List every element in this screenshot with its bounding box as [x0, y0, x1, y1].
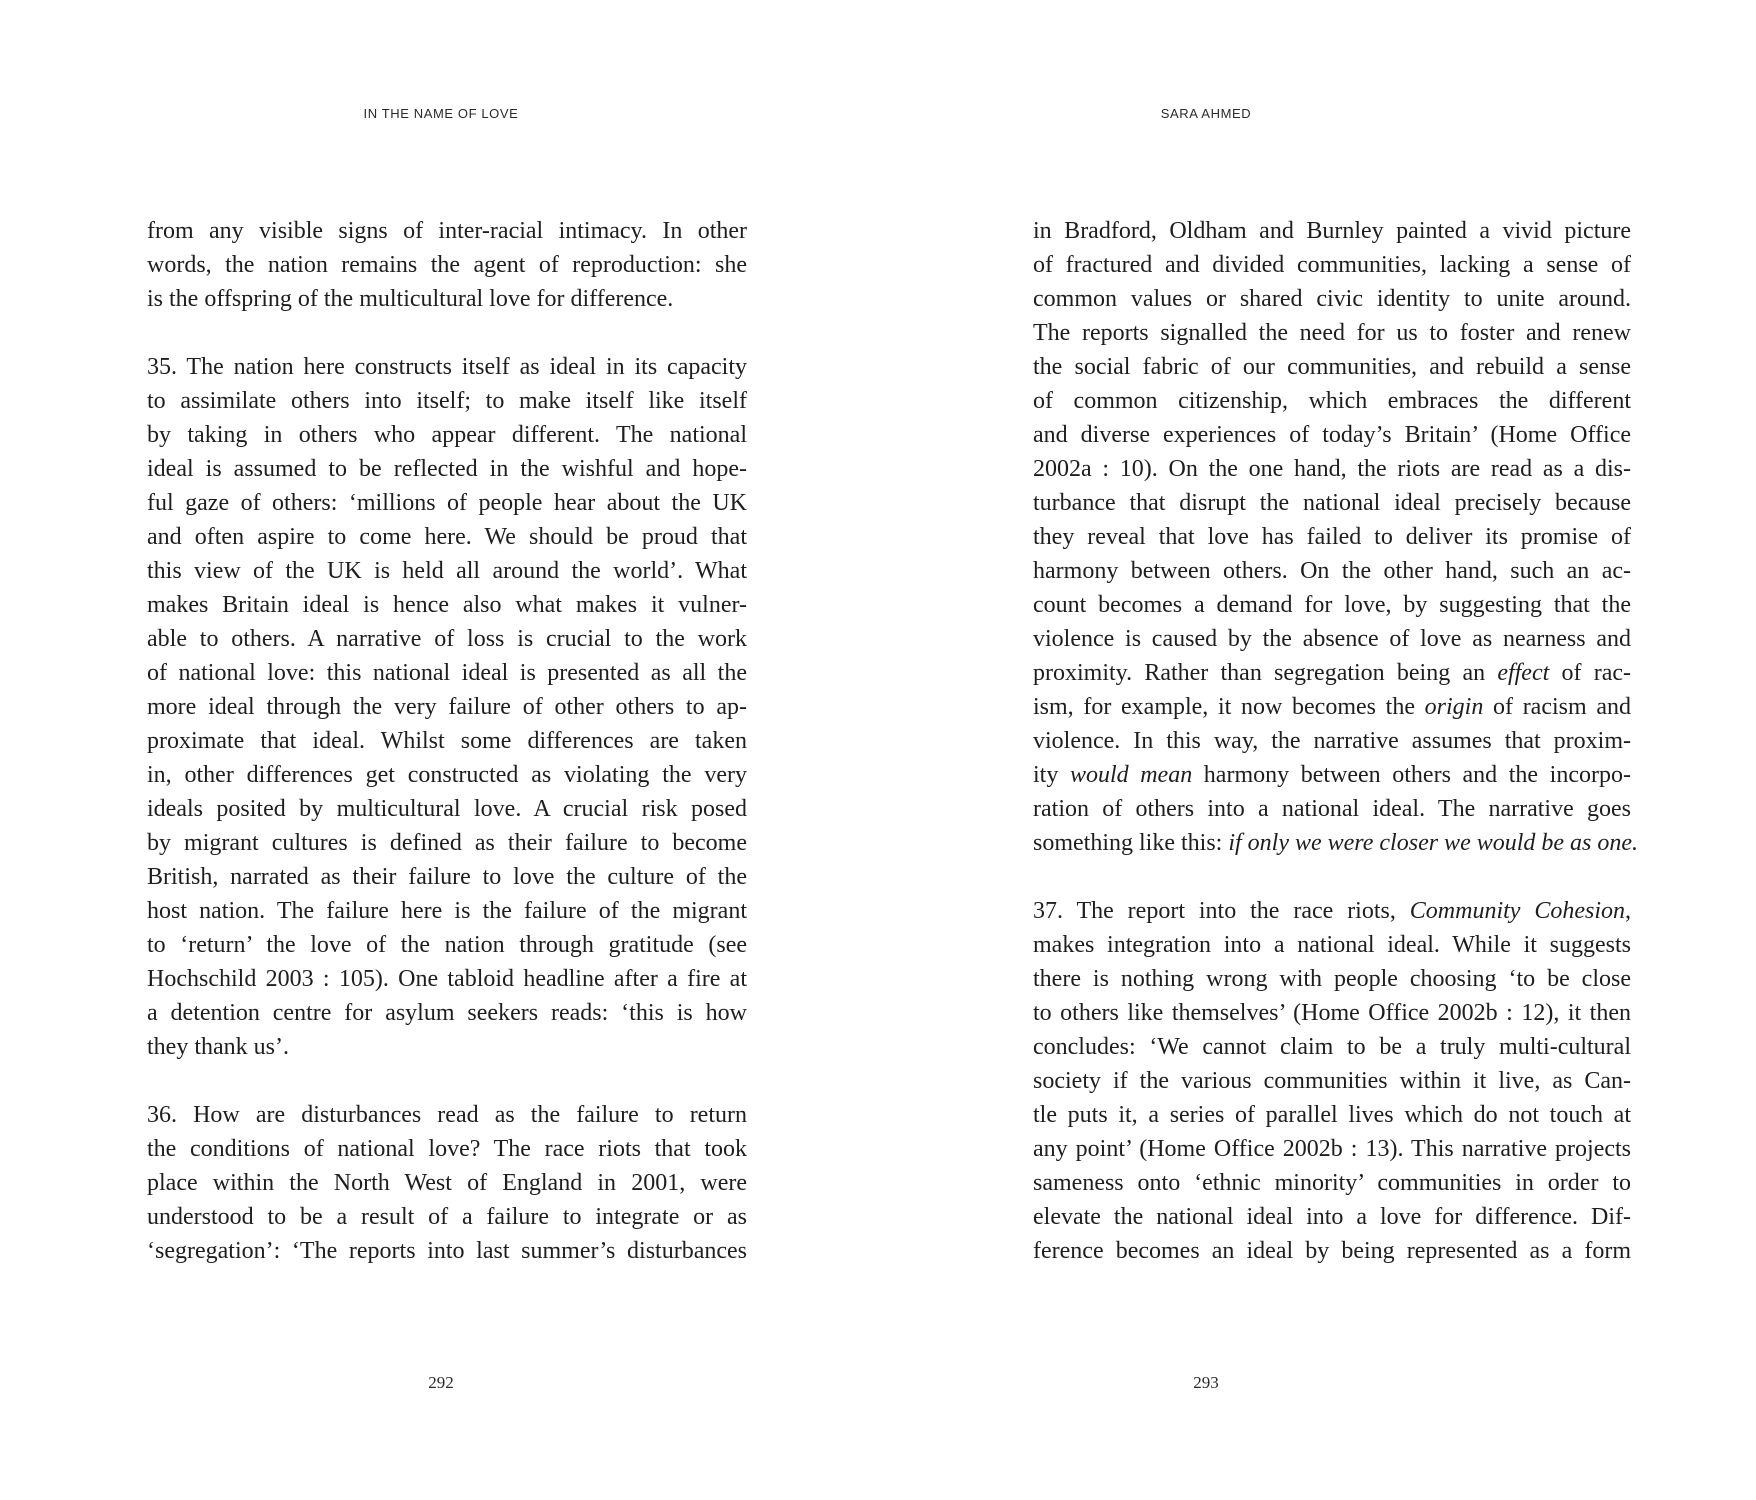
text-line: is the offspring of the multicultural love for difference.: [147, 286, 674, 312]
text-line: 35. The nation here constructs itself as ideal in its capacity: [147, 354, 747, 380]
text-line: they thank us’.: [147, 1034, 289, 1060]
text-line: understood to be a result of a failure to integrate or as: [147, 1204, 747, 1230]
italic-phrase: would mean: [1069, 762, 1193, 788]
text-line: 2002a : 10). On the one hand, the riots are read as a dis-: [1033, 456, 1631, 482]
paragraph-gap: [147, 316, 747, 350]
text-line: 36. How are disturbances read as the failure to return: [147, 1102, 747, 1128]
text-line: violence is caused by the absence of love as nearness and: [1033, 626, 1631, 652]
text-line: more ideal through the very failure of other others to ap-: [147, 694, 747, 720]
text-line-with-italic: ism, for example, it now becomes the origin of racism and: [1033, 694, 1631, 720]
text-line: ideal is assumed to be reflected in the wishful and hope-: [147, 456, 747, 482]
text-line: able to others. A narrative of loss is crucial to the work: [147, 626, 747, 652]
text-line: society if the various communities within it live, as Can-: [1033, 1068, 1631, 1094]
text-line: there is nothing wrong with people choosing ‘to be close: [1033, 966, 1631, 992]
text-line: count becomes a demand for love, by suggesting that the: [1033, 592, 1631, 618]
text-line: ference becomes an ideal by being represented as a form: [1033, 1238, 1631, 1264]
text-line: The reports signalled the need for us to foster and renew: [1033, 320, 1631, 346]
text-line: words, the nation remains the agent of reproduction: she: [147, 252, 747, 278]
text-line: to others like themselves’ (Home Office 2002b : 12), it then: [1033, 1000, 1631, 1026]
text-line: this view of the UK is held all around the world’. What: [147, 558, 747, 584]
text-line: a detention centre for asylum seekers reads: ‘this is how: [147, 1000, 747, 1026]
text-line: to ‘return’ the love of the nation through gratitude (see: [147, 932, 747, 958]
right-page: [878, 0, 1756, 1500]
running-head-right: SARA AHMED: [1160, 106, 1252, 121]
italic-phrase: effect: [1497, 660, 1550, 686]
italic-phrase: origin: [1424, 694, 1484, 720]
text-line-with-italic: ity would mean harmony between others and the incorpo-: [1033, 762, 1631, 788]
italic-phrase: if only we were closer we would be as one.: [1228, 830, 1639, 856]
text-line: ful gaze of others: ‘millions of people hear about the UK: [147, 490, 747, 516]
page-number-right: 293: [1193, 1373, 1219, 1392]
text-line-with-italic: proximity. Rather than segregation being an effect of rac-: [1033, 660, 1631, 686]
italic-phrase: Community Cohesion: [1409, 898, 1625, 924]
text-line: and often aspire to come here. We should be proud that: [147, 524, 747, 550]
text-line: host nation. The failure here is the failure of the migrant: [147, 898, 747, 924]
paragraph-gap: [1033, 860, 1631, 894]
text-line: common values or shared civic identity to unite around.: [1033, 286, 1631, 312]
left-page-body: [147, 214, 747, 1268]
text-line: of fractured and divided communities, lacking a sense of: [1033, 252, 1631, 278]
text-line: in, other differences get constructed as violating the very: [147, 762, 747, 788]
text-line: proximate that ideal. Whilst some differences are taken: [147, 728, 747, 754]
text-line: the conditions of national love? The race riots that took: [147, 1136, 747, 1162]
text-line: sameness onto ‘ethnic minority’ communities in order to: [1033, 1170, 1631, 1196]
text-line: harmony between others. On the other hand, such an ac-: [1033, 558, 1631, 584]
paragraph-gap: [147, 1064, 747, 1098]
text-line: turbance that disrupt the national ideal precisely because: [1033, 490, 1631, 516]
text-line: makes integration into a national ideal. While it suggests: [1033, 932, 1631, 958]
text-line: British, narrated as their failure to love the culture of the: [147, 864, 747, 890]
text-line: elevate the national ideal into a love for difference. Dif-: [1033, 1204, 1631, 1230]
text-line: ration of others into a national ideal. The narrative goes: [1033, 796, 1631, 822]
text-line: any point’ (Home Office 2002b : 13). This narrative projects: [1033, 1136, 1631, 1162]
text-line: ideals posited by multicultural love. A crucial risk posed: [147, 796, 747, 822]
text-line: and diverse experiences of today’s Britain’ (Home Office: [1033, 422, 1631, 448]
text-line: concludes: ‘We cannot claim to be a truly multi-cultural: [1033, 1034, 1631, 1060]
text-line: makes Britain ideal is hence also what makes it vulner-: [147, 592, 747, 618]
text-line-with-italic: something like this: if only we were closer we would be as one.: [1033, 830, 1639, 856]
text-line: violence. In this way, the narrative assumes that proxim-: [1033, 728, 1631, 754]
text-line-with-italic: 37. The report into the race riots, Community Cohesion,: [1033, 898, 1631, 924]
text-line: from any visible signs of inter-racial intimacy. In other: [147, 218, 747, 244]
text-line: place within the North West of England in 2001, were: [147, 1170, 747, 1196]
text-line: of national love: this national ideal is presented as all the: [147, 660, 747, 686]
text-line: Hochschild 2003 : 105). One tabloid headline after a fire at: [147, 966, 747, 992]
page-number-left: 292: [428, 1373, 454, 1392]
text-line: ‘segregation’: ‘The reports into last summer’s disturbances: [147, 1238, 747, 1264]
text-line: they reveal that love has failed to deliver its promise of: [1033, 524, 1631, 550]
text-line: in Bradford, Oldham and Burnley painted a vivid picture: [1033, 218, 1631, 244]
text-line: by taking in others who appear different. The national: [147, 422, 747, 448]
text-line: tle puts it, a series of parallel lives which do not touch at: [1033, 1102, 1631, 1128]
running-head-left: IN THE NAME OF LOVE: [363, 106, 519, 121]
right-page-body: [1033, 214, 1639, 1268]
text-line: by migrant cultures is defined as their failure to become: [147, 830, 747, 856]
text-line: to assimilate others into itself; to make itself like itself: [147, 388, 747, 414]
text-line: of common citizenship, which embraces the different: [1033, 388, 1631, 414]
text-line: the social fabric of our communities, and rebuild a sense: [1033, 354, 1631, 380]
